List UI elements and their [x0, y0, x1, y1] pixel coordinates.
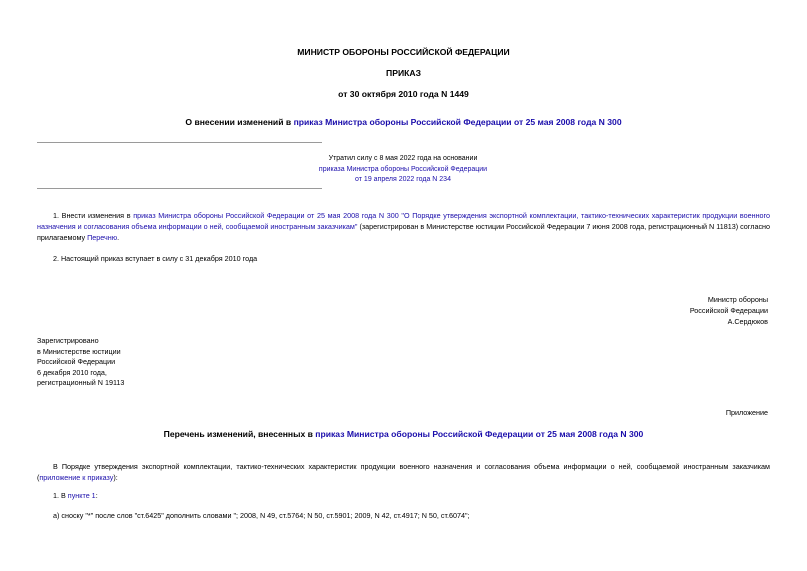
signature-block: [690, 294, 768, 327]
title-order-link[interactable]: приказ Министра обороны Российской Федерации от 25 мая 2008 года N 300: [293, 117, 622, 127]
repeal-order-date-link[interactable]: от 19 апреля 2022 года N 234: [355, 176, 451, 183]
status-note-line1: Утратил силу с 8 мая 2022 года на основании: [328, 155, 478, 162]
divider-bottom: [37, 188, 322, 189]
signature-line3: А.Сердюков: [727, 317, 768, 326]
paragraph-1-text-b: (зарегистрирован в Министерстве юстиции Российской Федерации 7 июня 2008 года, регистрационный N 11813) согласно прилагаемому: [37, 222, 771, 242]
registration-line5: регистрационный N 19113: [37, 378, 125, 388]
appendix-paragraph-2-text-a: 1. В: [53, 491, 68, 500]
appendix-paragraph-3: а) сноску "*" после слов "ст.6425" дополнить словами "; 2008, N 49, ст.5764; N 50, ст.5901; 2009, N 42, ст.4917; N 50, ст.6074";: [53, 511, 470, 520]
registration-line2: в Министерстве юстиции: [37, 346, 121, 356]
ministry-heading: МИНИСТР ОБОРОНЫ РОССИЙСКОЙ ФЕДЕРАЦИИ: [297, 47, 510, 57]
registration-line4: 6 декабря 2010 года,: [37, 367, 107, 377]
list-link[interactable]: Перечню: [87, 233, 118, 242]
appendix-paragraph-1: [37, 461, 770, 483]
appendix-title-prefix: Перечень изменений, внесенных в: [163, 429, 316, 439]
paragraph-1-text-c: .: [117, 233, 120, 242]
appendix-order-link[interactable]: приказ Министра обороны Российской Федерации от 25 мая 2008 года N 300: [315, 429, 644, 439]
appendix-paragraph-1-text-a: В Порядке утверждения экспортной комплектации, тактико-технических характеристик продукции военного назначения и согласования объема информации о ней, сообщаемой иностранным заказчикам (: [37, 462, 770, 482]
document-title: [0, 117, 807, 127]
signature-line2: Российской Федерации: [689, 306, 768, 315]
status-note: [238, 154, 568, 186]
order-300-link[interactable]: приказ Министра обороны Российской Федерации от 25 мая 2008 года N 300 "О Порядке утверждения экспортной комплектации, тактико-технических характеристик продукции военного назначения и согласования объема информации о ней, сообщаемой иностранным заказчикам": [37, 211, 770, 231]
appendix-paragraph-2: [53, 490, 98, 501]
appendix-paragraph-2-text-b: :: [95, 491, 98, 500]
signature-line1: Министр обороны: [707, 295, 768, 304]
paragraph-2: 2. Настоящий приказ вступает в силу с 31 декабря 2010 года: [53, 254, 258, 263]
registration-line3: Российской Федерации: [37, 357, 116, 367]
registration-block: [37, 336, 124, 389]
appendix-title: [0, 429, 807, 439]
appendix-to-order-link[interactable]: приложение к приказу: [39, 473, 114, 482]
point-1-link[interactable]: пункте 1: [67, 491, 96, 500]
paragraph-1: [37, 210, 770, 243]
appendix-label: Приложение: [725, 408, 768, 417]
paragraph-1-text-a: 1. Внести изменения в: [53, 211, 134, 220]
appendix-paragraph-1-text-b: ):: [113, 473, 118, 482]
repeal-order-link[interactable]: приказа Министра обороны Российской Федерации: [318, 165, 488, 173]
document-date: от 30 октября 2010 года N 1449: [338, 89, 469, 99]
document-title-prefix: О внесении изменений в: [185, 117, 294, 127]
document-type: ПРИКАЗ: [386, 68, 421, 78]
registration-line1: Зарегистрировано: [37, 336, 99, 345]
divider-top: [37, 142, 322, 143]
